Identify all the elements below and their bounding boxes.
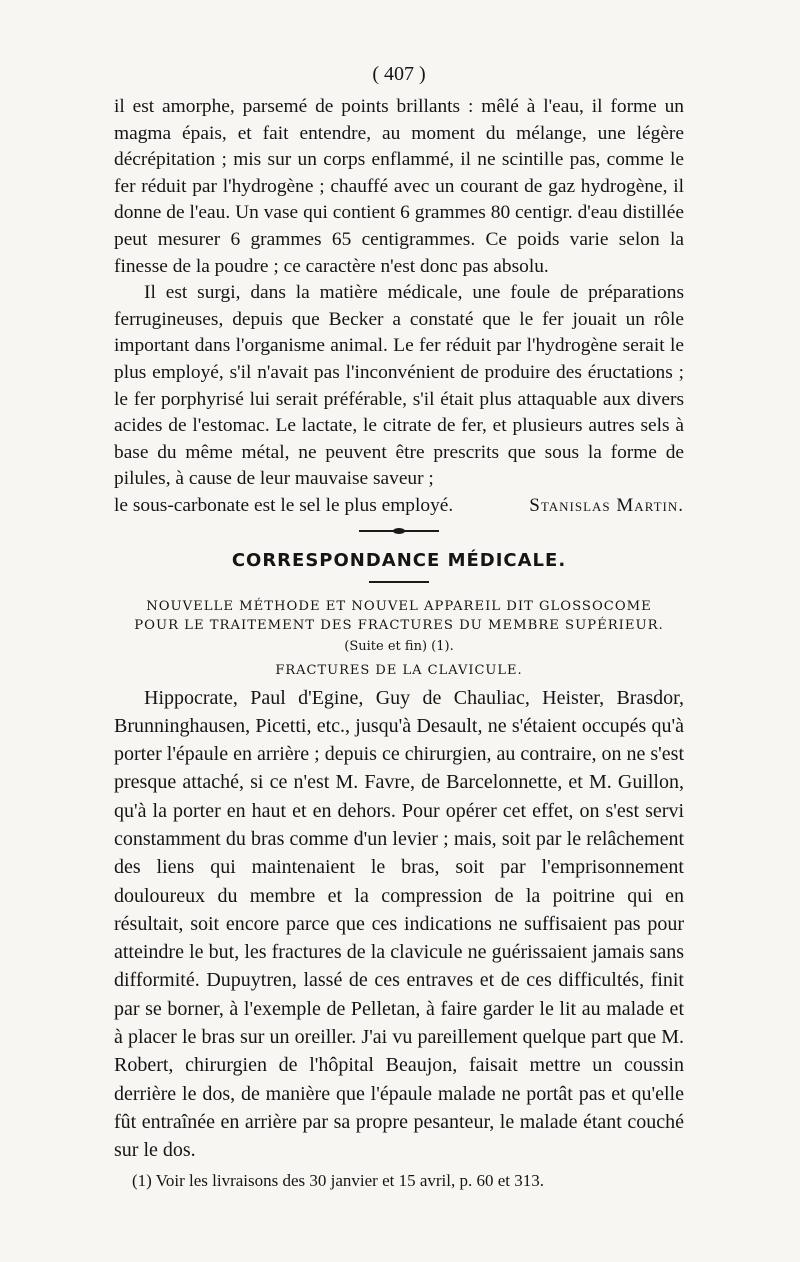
prose-block	[114, 94, 684, 520]
paragraph-2: Il est surgi, dans la matière médicale, une foule de préparations ferrugineuses, depuis que Becker a constaté que le fer jouait un rôle important dans l'organisme animal. Le fer réduit par l'hydrogène serait le plus employé, s'il n'avait pas l'inconvénient de produire des éructations ; le fer porphyrisé lui serait préférable, s'il était plus attaquable aux divers acides de l'estomac. Le lactate, le citrate de fer, et plusieurs autres sels à base du même métal, ne peuvent être prescrits que sous la forme de pilules, à cause de leur mauvaise saveur ;	[114, 282, 684, 490]
article-title-line-2: POUR LE TRAITEMENT DES FRACTURES DU MEMBRE SUPÉRIEUR.	[134, 617, 664, 633]
article-paragraph: Hippocrate, Paul d'Egine, Guy de Chauliac, Heister, Brasdor, Brunninghausen, Picetti, etc., jusqu'à Desault, ne s'étaient occupés qu'à porter l'épaule en arrière ; depuis ce chirurgien, au contraire, on ne s'est presque attaché, si ce n'est M. Favre, de Barcelonnette, et M. Guillon, qu'à la porter en haut et en dehors. Pour opérer cet effet, on s'est servi constamment du bras comme d'un levier ; mais, soit par le relâchement des liens qui maintenaient le bras, soit par l'emprisonnement douloureux du membre et la compression de la poitrine qui en résultait, soit encore parce que ces indications ne suffisaient pas pour atteindre le but, les fractures de la clavicule ne guérissaient jamais sans difformité. Dupuytren, lassé de ces entraves et de ces difficultés, finit par se borner, à l'exemple de Pelletan, à faire garder le lit au malade et à placer le bras sur un oreiller. J'ai vu pareillement quelque part que M. Robert, chirurgien de l'hôpital Beaujon, faisait mettre un coussin derrière le dos, de manière que l'épaule malade ne portât pas et qu'elle fût entraînée en arrière par sa propre pesanteur, le malade étant couché sur le dos.	[114, 686, 684, 1162]
article-title-line-1: NOUVELLE MÉTHODE ET NOUVEL APPAREIL DIT GLOSSOCOME	[146, 598, 652, 614]
section-title: CORRESPONDANCE MÉDICALE.	[231, 549, 567, 571]
page-number: ( 407 )	[372, 63, 426, 85]
author-signature: Stanislas Martin.	[529, 494, 684, 516]
signature-line	[114, 493, 684, 520]
ornament-divider	[359, 528, 439, 534]
page	[114, 62, 684, 1193]
last-line: le sous-carbonate est le sel le plus employé.	[114, 494, 454, 516]
footnote: (1) Voir les livraisons des 30 janvier et 15 avril, p. 60 et 313.	[132, 1170, 545, 1190]
subheading: FRACTURES DE LA CLAVICULE.	[275, 662, 523, 678]
article-body	[114, 684, 684, 1165]
short-divider	[369, 581, 429, 583]
article-subtitle: (Suite et fin) (1).	[344, 638, 454, 654]
paragraph-1: il est amorphe, parsemé de points brillants : mêlé à l'eau, il forme un magma épais, et fait entendre, au moment du mélange, une légère décrépitation ; mis sur un corps enflammé, il ne scintille pas, comme le fer réduit par l'hydrogène ; chauffé avec un courant de gaz hydrogène, il donne de l'eau. Un vase qui contient 6 grammes 80 centigr. d'eau distillée peut mesurer 6 grammes 65 centigrammes. Ce poids varie selon la finesse de la poudre ; ce caractère n'est donc pas absolu.	[114, 96, 684, 277]
